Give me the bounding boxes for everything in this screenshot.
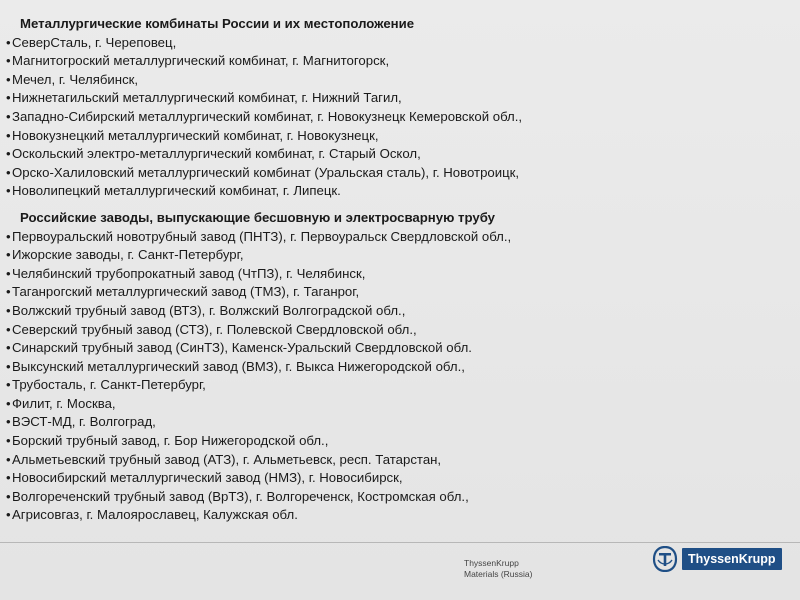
bullet: • [6, 34, 11, 50]
list-item: •Северский трубный завод (СТЗ), г. Полевской Свердловской обл., [6, 321, 766, 340]
bullet: • [6, 228, 11, 244]
bullet: • [6, 470, 11, 486]
list-item: •Западно-Сибирский металлургический комбинат, г. Новокузнецк Кемеровской обл., [6, 108, 766, 127]
bullet: • [6, 395, 11, 411]
list-item: •Альметьевский трубный завод (АТЗ), г. Альметьевск, респ. Татарстан, [6, 451, 766, 470]
bullet: • [6, 90, 11, 106]
footer-company-name: ThyssenKrupp [464, 558, 519, 568]
list-item: •Волгореченский трубный завод (ВрТЗ), г. Волгореченск, Костромская обл., [6, 488, 766, 507]
thyssenkrupp-emblem-icon [652, 546, 678, 572]
bullet: • [6, 247, 11, 263]
bullet: • [6, 488, 11, 504]
list-item: •Новокузнецкий металлургический комбинат, г. Новокузнецк, [6, 127, 766, 146]
list-item: •Первоуральский новотрубный завод (ПНТЗ), г. Первоуральск Свердловской обл., [6, 228, 766, 247]
bullet: • [6, 340, 11, 356]
list-item: •Таганрогский металлургический завод (ТМЗ), г. Таганрог, [6, 283, 766, 302]
list-item: •Синарский трубный завод (СинТЗ), Каменск-Уральский Свердловской обл. [6, 339, 766, 358]
bullet: • [6, 433, 11, 449]
list-item: •Выксунский металлургический завод (ВМЗ), г. Выкса Нижегородской обл., [6, 358, 766, 377]
logo-wordmark: ThyssenKrupp [682, 548, 782, 570]
footer-company-unit: Materials (Russia) [464, 569, 533, 579]
bullet: • [6, 127, 11, 143]
section-title-pipe-plants: Российские заводы, выпускающие бесшовную и электросварную трубу [20, 209, 496, 225]
list-item: •Борский трубный завод, г. Бор Нижегородской обл., [6, 432, 766, 451]
list-item: •Агрисовгаз, г. Малоярославец, Калужская обл. [6, 506, 766, 525]
bullet: • [6, 146, 11, 162]
bullet: • [6, 265, 11, 281]
list-item: •Новосибирский металлургический завод (НМЗ), г. Новосибирск, [6, 469, 766, 488]
list-item: •Оскольский электро-металлургический комбинат, г. Старый Оскол, [6, 145, 766, 164]
list-item: •Магнитогроский металлургический комбинат, г. Магнитогорск, [6, 52, 766, 71]
bullet: • [6, 377, 11, 393]
list-item: •ВЭСТ-МД, г. Волгоград, [6, 413, 766, 432]
list-item: •Трубосталь, г. Санкт-Петербург, [6, 376, 766, 395]
steel-plants-list [6, 34, 766, 201]
bullet: • [6, 451, 11, 467]
bullet: • [6, 108, 11, 124]
bullet: • [6, 358, 11, 374]
list-item: •Орско-Халиловский металлургический комбинат (Уральская сталь), г. Новотроицк, [6, 164, 766, 183]
bullet: • [6, 164, 11, 180]
list-item: •Нижнетагильский металлургический комбинат, г. Нижний Тагил, [6, 89, 766, 108]
list-item: •Новолипецкий металлургический комбинат, г. Липецк. [6, 182, 766, 201]
thyssenkrupp-logo [648, 543, 800, 575]
list-item: •Волжский трубный завод (ВТЗ), г. Волжский Волгоградской обл., [6, 302, 766, 321]
bullet: • [6, 321, 11, 337]
list-item: •Мечел, г. Челябинск, [6, 71, 766, 90]
section-title-steel-plants: Металлургические комбинаты России и их местоположение [20, 16, 415, 31]
list-item: •Челябинский трубопрокатный завод (ЧтПЗ), г. Челябинск, [6, 265, 766, 284]
slide-content [6, 15, 766, 525]
footer-company [464, 558, 533, 580]
list-item: •СеверСталь, г. Череповец, [6, 34, 766, 53]
pipe-plants-list [6, 228, 766, 526]
bullet: • [6, 302, 11, 318]
bullet: • [6, 284, 11, 300]
bullet: • [6, 183, 11, 199]
bullet: • [6, 507, 11, 523]
list-item: •Филит, г. Москва, [6, 395, 766, 414]
list-item: •Ижорские заводы, г. Санкт-Петербург, [6, 246, 766, 265]
bullet: • [6, 53, 11, 69]
bullet: • [6, 71, 11, 87]
bullet: • [6, 414, 11, 430]
